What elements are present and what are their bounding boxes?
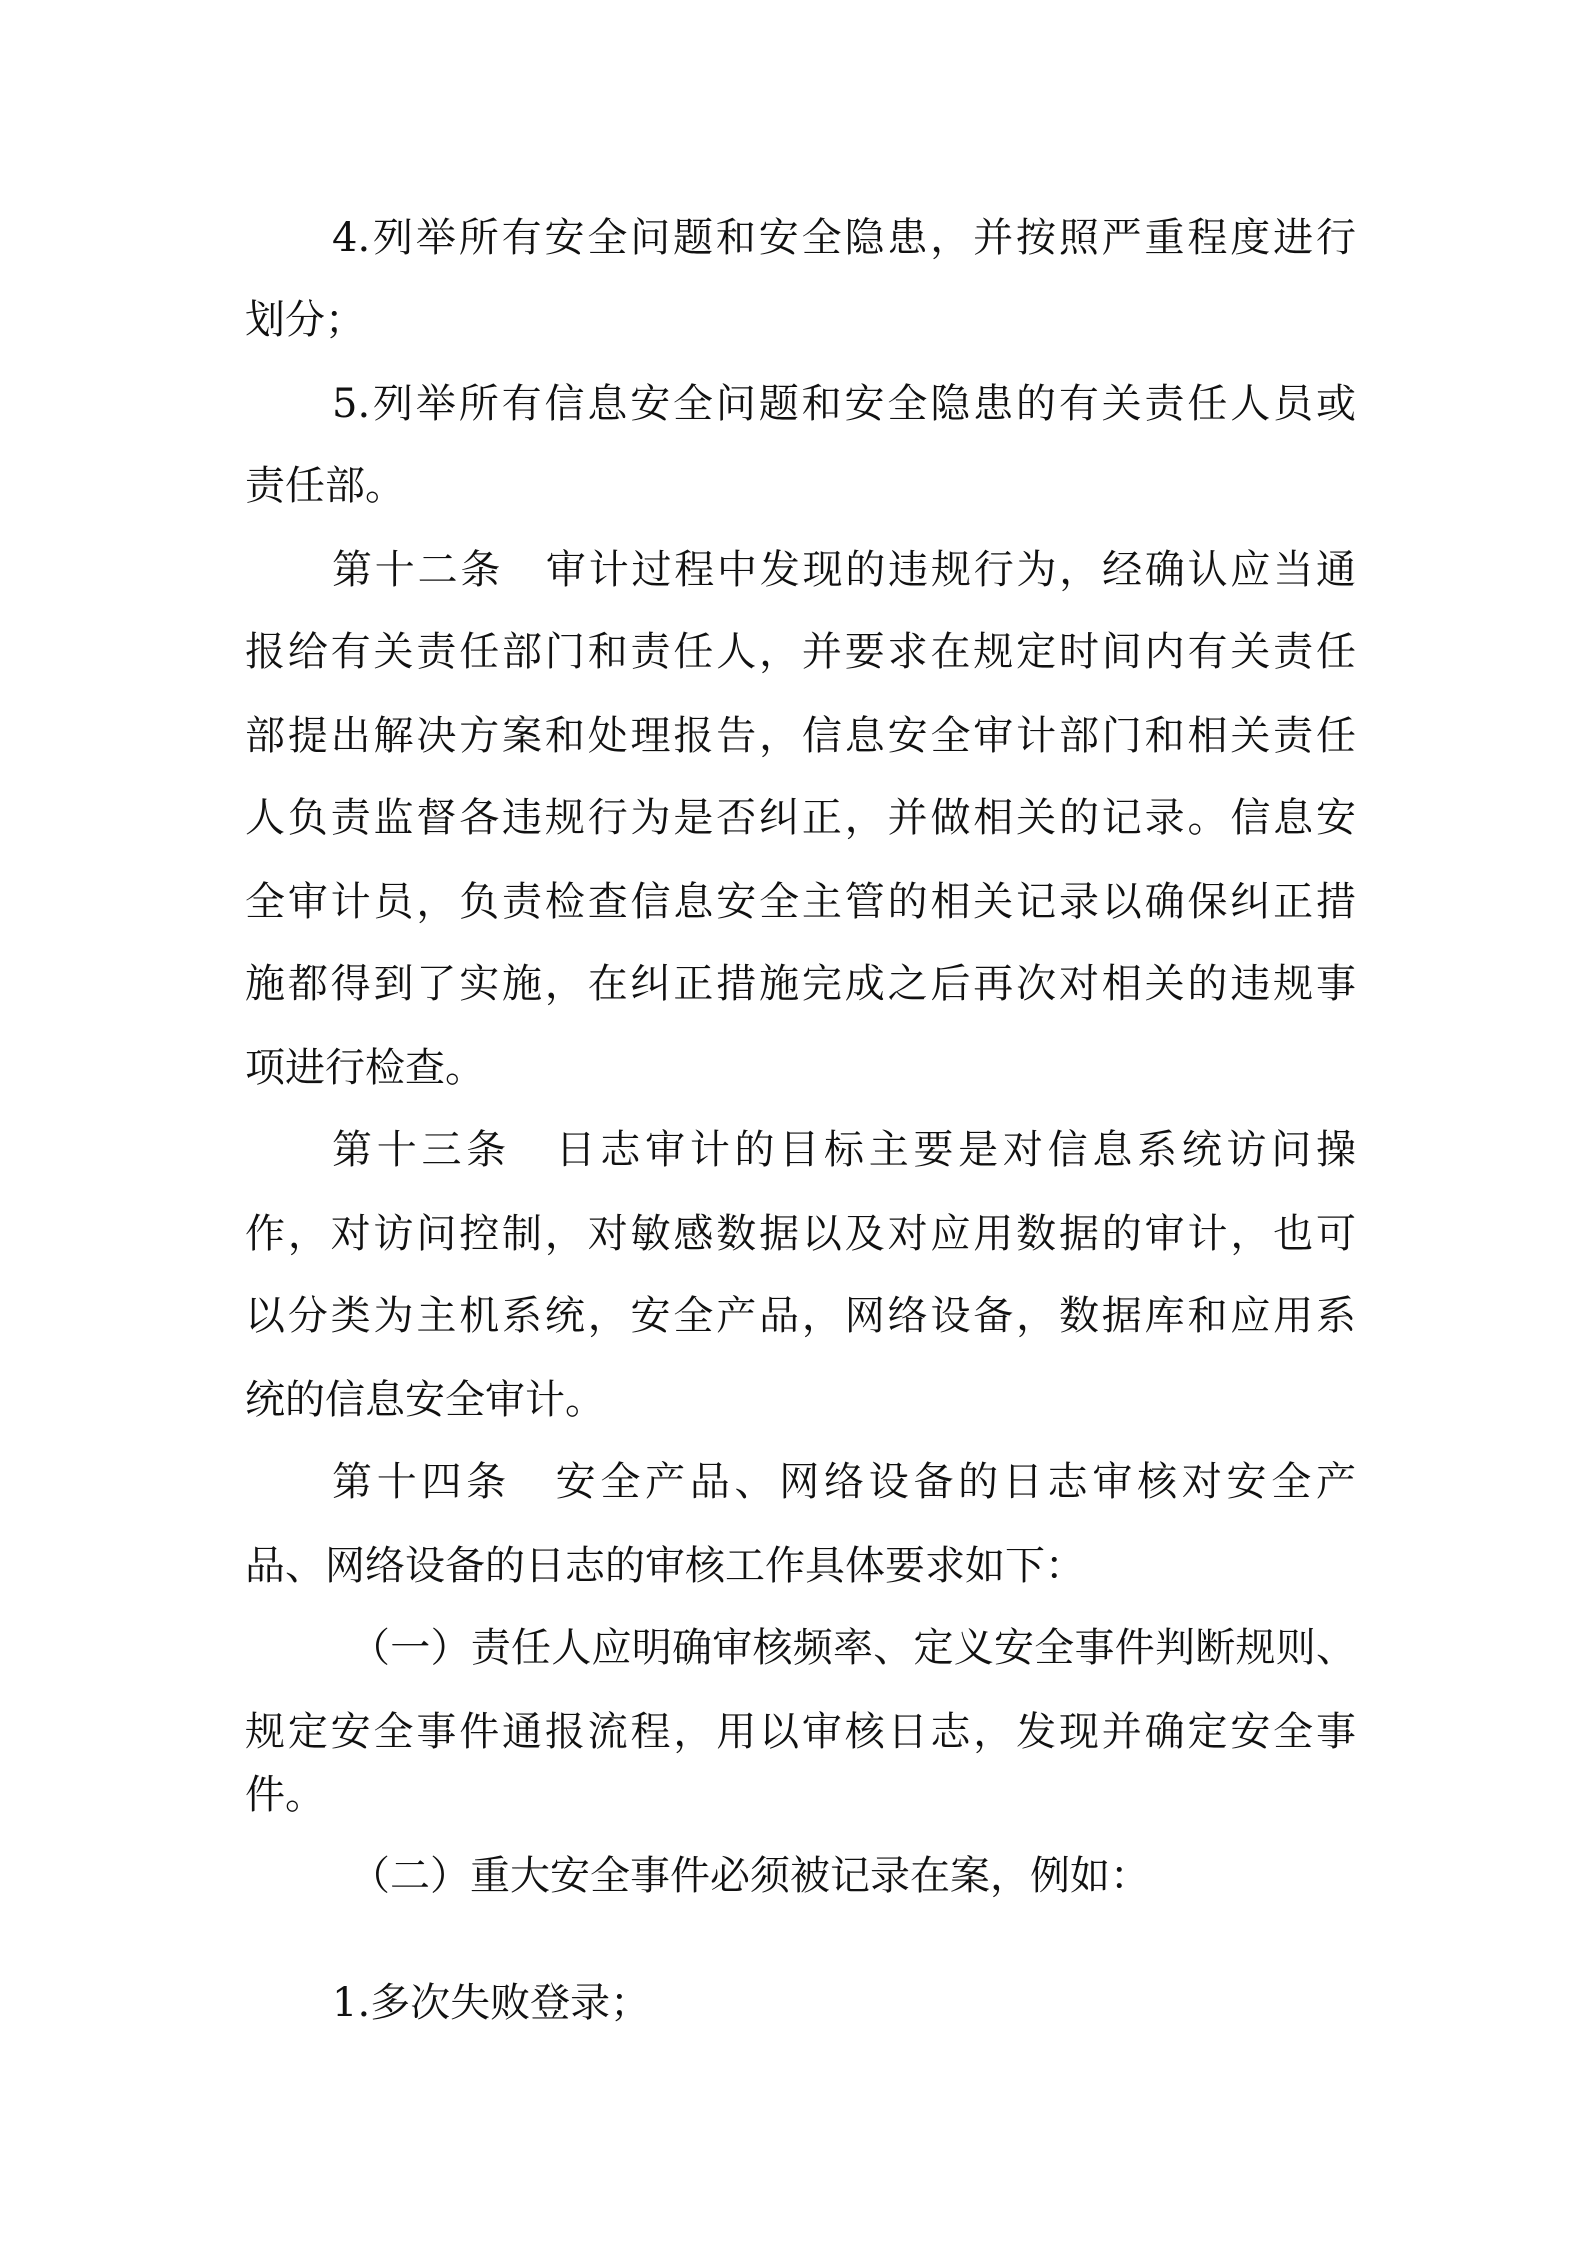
text-line: 件。 — [245, 1772, 325, 1818]
text-line: 施都得到了实施，在纠正措施完成之后再次对相关的违规事 — [245, 961, 1356, 1007]
text-line: 5.列举所有信息安全问题和安全隐患的有关责任人员或 — [332, 381, 1356, 427]
text-line: （二）重大安全事件必须被记录在案，例如： — [350, 1853, 1150, 1899]
text-line: 全审计员，负责检查信息安全主管的相关记录以确保纠正措 — [245, 879, 1356, 925]
text-line: 4.列举所有安全问题和安全隐患，并按照严重程度进行 — [332, 215, 1356, 261]
text-line: 人负责监督各违规行为是否纠正，并做相关的记录。信息安 — [245, 795, 1356, 841]
text-line: 划分； — [245, 297, 365, 343]
text-line: 品、网络设备的日志的审核工作具体要求如下： — [245, 1543, 1085, 1589]
text-line: 部提出解决方案和处理报告，信息安全审计部门和相关责任 — [245, 713, 1356, 759]
article-12-heading-line: 第十二条 审计过程中发现的违规行为，经确认应当通 — [332, 547, 1356, 593]
text-line: 统的信息安全审计。 — [245, 1377, 605, 1423]
text-line: 报给有关责任部门和责任人，并要求在规定时间内有关责任 — [245, 629, 1356, 675]
text-line: 规定安全事件通报流程，用以审核日志，发现并确定安全事 — [245, 1709, 1356, 1755]
text-line: （一）责任人应明确审核频率、定义安全事件判断规则、 — [350, 1625, 1356, 1671]
text-line: 1.多次失败登录； — [332, 1980, 651, 2026]
article-13-heading-line: 第十三条 日志审计的目标主要是对信息系统访问操 — [332, 1127, 1356, 1173]
text-line: 项进行检查。 — [245, 1045, 485, 1091]
text-line: 作，对访问控制，对敏感数据以及对应用数据的审计，也可 — [245, 1211, 1356, 1257]
article-14-heading-line: 第十四条 安全产品、网络设备的日志审核对安全产 — [332, 1459, 1356, 1505]
text-line: 责任部。 — [245, 463, 405, 509]
text-line: 以分类为主机系统，安全产品，网络设备，数据库和应用系 — [245, 1293, 1356, 1339]
